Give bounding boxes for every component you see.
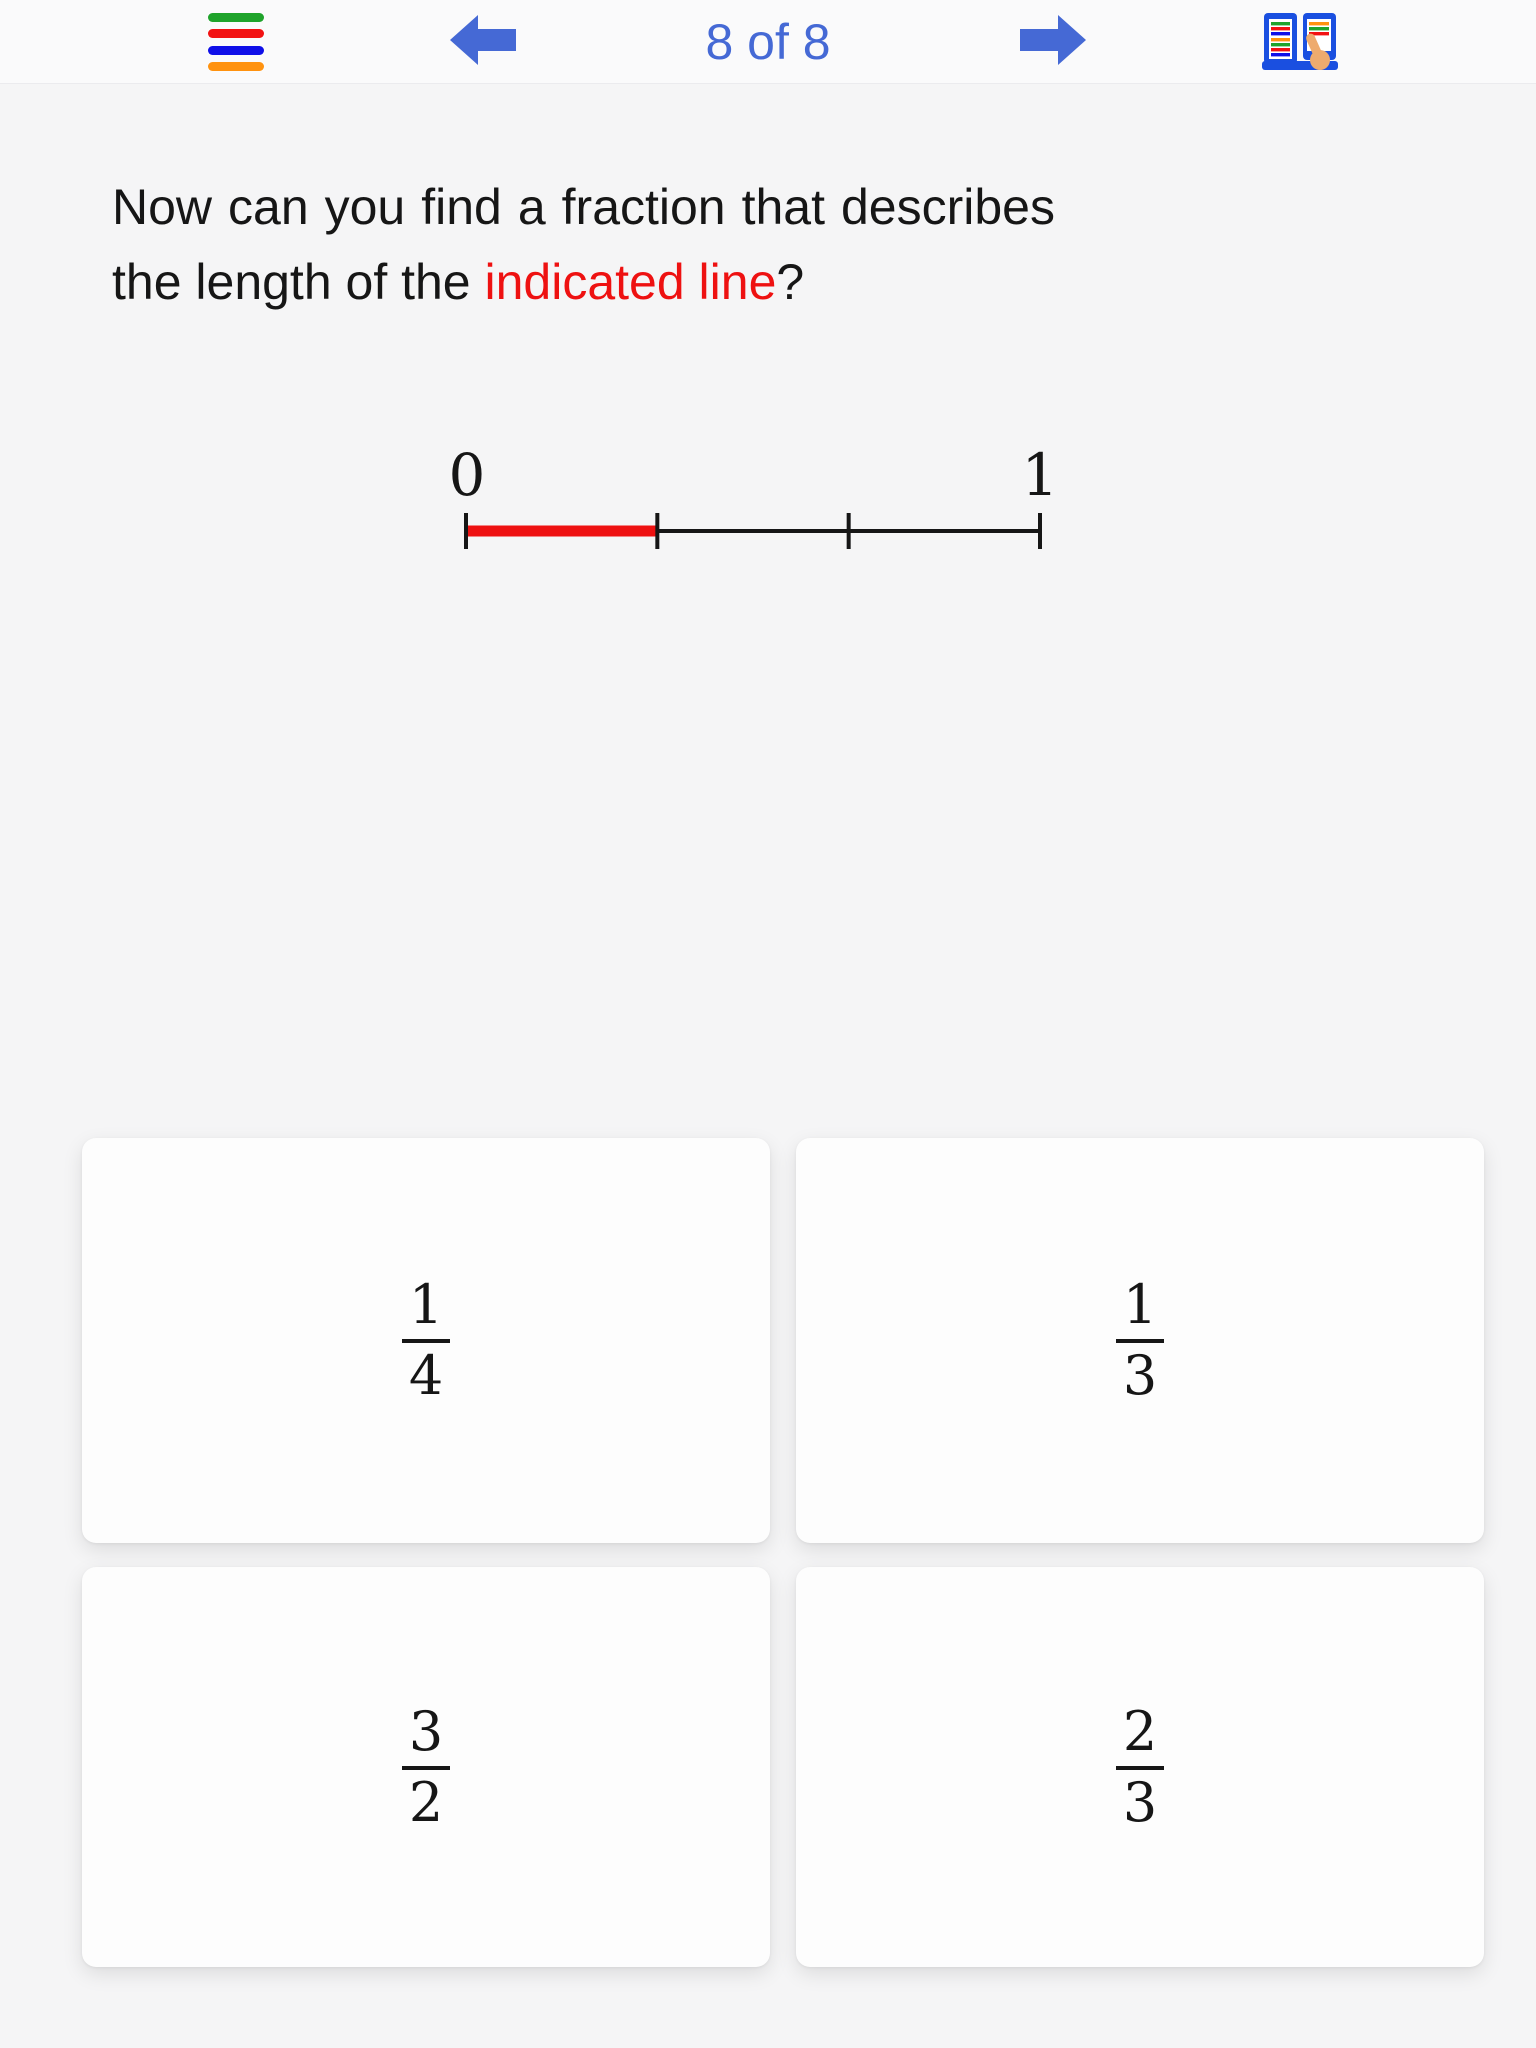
book-index-icon[interactable] [1260, 11, 1340, 73]
fraction-denominator: 3 [1122, 1770, 1158, 1834]
answer-grid [82, 1138, 1484, 1967]
number-line-diagram [436, 425, 1076, 560]
fraction-option-4 [1116, 1699, 1164, 1834]
page-progress-label: 8 of 8 [705, 14, 831, 70]
answer-card-1[interactable] [82, 1138, 770, 1543]
fraction-denominator: 3 [1122, 1344, 1158, 1407]
question-line-1: Now can you find a fraction that describes [112, 179, 1055, 235]
fraction-numerator: 1 [1116, 1278, 1164, 1343]
next-arrow-button[interactable] [1020, 15, 1086, 65]
fraction-option-3 [402, 1699, 450, 1834]
fraction-denominator: 2 [408, 1770, 444, 1834]
answer-card-3[interactable] [82, 1567, 770, 1967]
fraction-option-1 [402, 1273, 450, 1407]
question-text [112, 170, 1055, 320]
question-line2-prefix: the length of the [112, 254, 485, 310]
fraction-numerator: 3 [402, 1705, 450, 1770]
top-navigation-bar [0, 0, 1536, 84]
menu-icon[interactable] [208, 13, 264, 71]
question-line-2 [112, 245, 1055, 320]
question-line2-suffix: ? [776, 254, 805, 310]
previous-arrow-button[interactable] [450, 15, 516, 65]
answer-card-4[interactable] [796, 1567, 1484, 1967]
question-highlight-text: indicated line [484, 254, 777, 310]
fraction-numerator: 2 [1116, 1705, 1164, 1770]
fraction-option-2 [1116, 1273, 1164, 1407]
answer-card-2[interactable] [796, 1138, 1484, 1543]
number-line-end-label: 1 [1021, 441, 1059, 509]
fraction-denominator: 4 [408, 1344, 444, 1407]
number-line-start-label: 0 [448, 441, 486, 509]
fraction-numerator: 1 [402, 1278, 450, 1343]
